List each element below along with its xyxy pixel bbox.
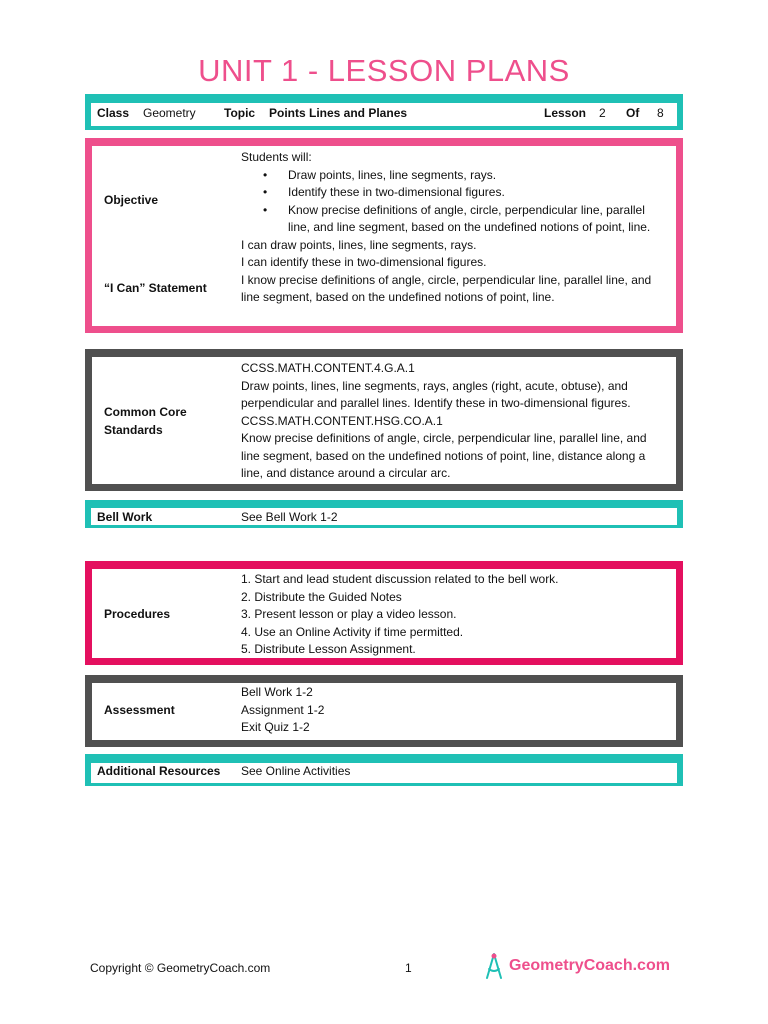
procedures-section xyxy=(85,561,683,665)
assessment-content xyxy=(241,684,666,737)
procedure-step: 3. Present lesson or play a video lesson. xyxy=(241,607,457,621)
resources-section xyxy=(85,754,683,786)
lesson-number: 2 xyxy=(599,106,606,120)
standards-content xyxy=(241,360,666,483)
bell-work-section xyxy=(85,500,683,528)
topic-label: Topic xyxy=(224,106,256,120)
procedures-label: Procedures xyxy=(104,607,171,621)
of-label: Of xyxy=(626,106,640,120)
i-can-label: “I Can” Statement xyxy=(104,281,207,295)
bell-work-label: Bell Work xyxy=(97,510,153,524)
standards-section xyxy=(85,349,683,491)
class-label: Class xyxy=(97,106,130,120)
standard-text: Know precise definitions of angle, circle, perpendicular line, parallel line, and line segment, based on the undefined notions of point, line, distance along a line, and distance around a circular arc. xyxy=(241,431,647,480)
objective-intro: Students will: xyxy=(241,150,312,164)
standard-text: Draw points, lines, line segments, rays, angles (right, acute, obtuse), and perpendicular and parallel lines. Identify these in two-dimensional figures. xyxy=(241,378,631,410)
assessment-item: Bell Work 1-2 xyxy=(241,685,313,699)
geometry-coach-logo xyxy=(483,948,670,984)
objective-bullet: • Identify these in two-dimensional figures. xyxy=(241,184,666,202)
procedure-step: 5. Distribute Lesson Assignment. xyxy=(241,642,416,656)
footer-copyright: Copyright © GeometryCoach.com xyxy=(90,961,271,975)
objective-label: Objective xyxy=(104,193,159,207)
standards-label xyxy=(104,404,187,439)
procedures-content xyxy=(241,571,666,659)
assessment-item: Exit Quiz 1-2 xyxy=(241,720,310,734)
objective-content xyxy=(241,149,666,307)
i-can-line: I know precise definitions of angle, circle, perpendicular line, parallel line, and line segment, based on the undefined notions of point, line. xyxy=(241,272,652,304)
procedure-step: 4. Use an Online Activity if time permitted. xyxy=(241,624,464,639)
procedure-step: 2. Distribute the Guided Notes xyxy=(241,589,402,604)
i-can-line: I can identify these in two-dimensional figures. xyxy=(241,255,487,269)
standard-code: CCSS.MATH.CONTENT.4.G.A.1 xyxy=(241,361,415,375)
bell-work-value: See Bell Work 1-2 xyxy=(241,510,338,524)
lesson-label: Lesson xyxy=(544,106,587,120)
objective-section xyxy=(85,138,683,333)
objective-bullet: • Know precise definitions of angle, circle, perpendicular line, parallel line, and line segment, based on the undefined notions of point, line. xyxy=(241,202,666,237)
footer-page-number: 1 xyxy=(405,961,412,975)
procedure-step: 1. Start and lead student discussion related to the bell work. xyxy=(241,572,559,586)
lesson-total: 8 xyxy=(657,106,664,120)
standard-code: CCSS.MATH.CONTENT.HSG.CO.A.1 xyxy=(241,413,443,428)
topic-value: Points Lines and Planes xyxy=(269,106,408,120)
compass-icon xyxy=(483,952,505,980)
assessment-label: Assessment xyxy=(104,703,175,717)
lesson-header-band xyxy=(85,94,683,130)
resources-label: Additional Resources xyxy=(97,764,221,778)
i-can-line: I can draw points, lines, line segments, rays. xyxy=(241,237,477,252)
logo-text: GeometryCoach.com xyxy=(509,957,670,974)
objective-bullet: • Draw points, lines, line segments, rays. xyxy=(241,167,666,185)
resources-value: See Online Activities xyxy=(241,764,351,778)
standards-label-line1: Common Core xyxy=(104,405,187,419)
assessment-item: Assignment 1-2 xyxy=(241,702,325,717)
assessment-section xyxy=(85,675,683,747)
standards-label-line2: Standards xyxy=(104,422,163,437)
page-title: UNIT 1 - LESSON PLANS xyxy=(198,53,570,88)
class-value: Geometry xyxy=(143,106,196,120)
